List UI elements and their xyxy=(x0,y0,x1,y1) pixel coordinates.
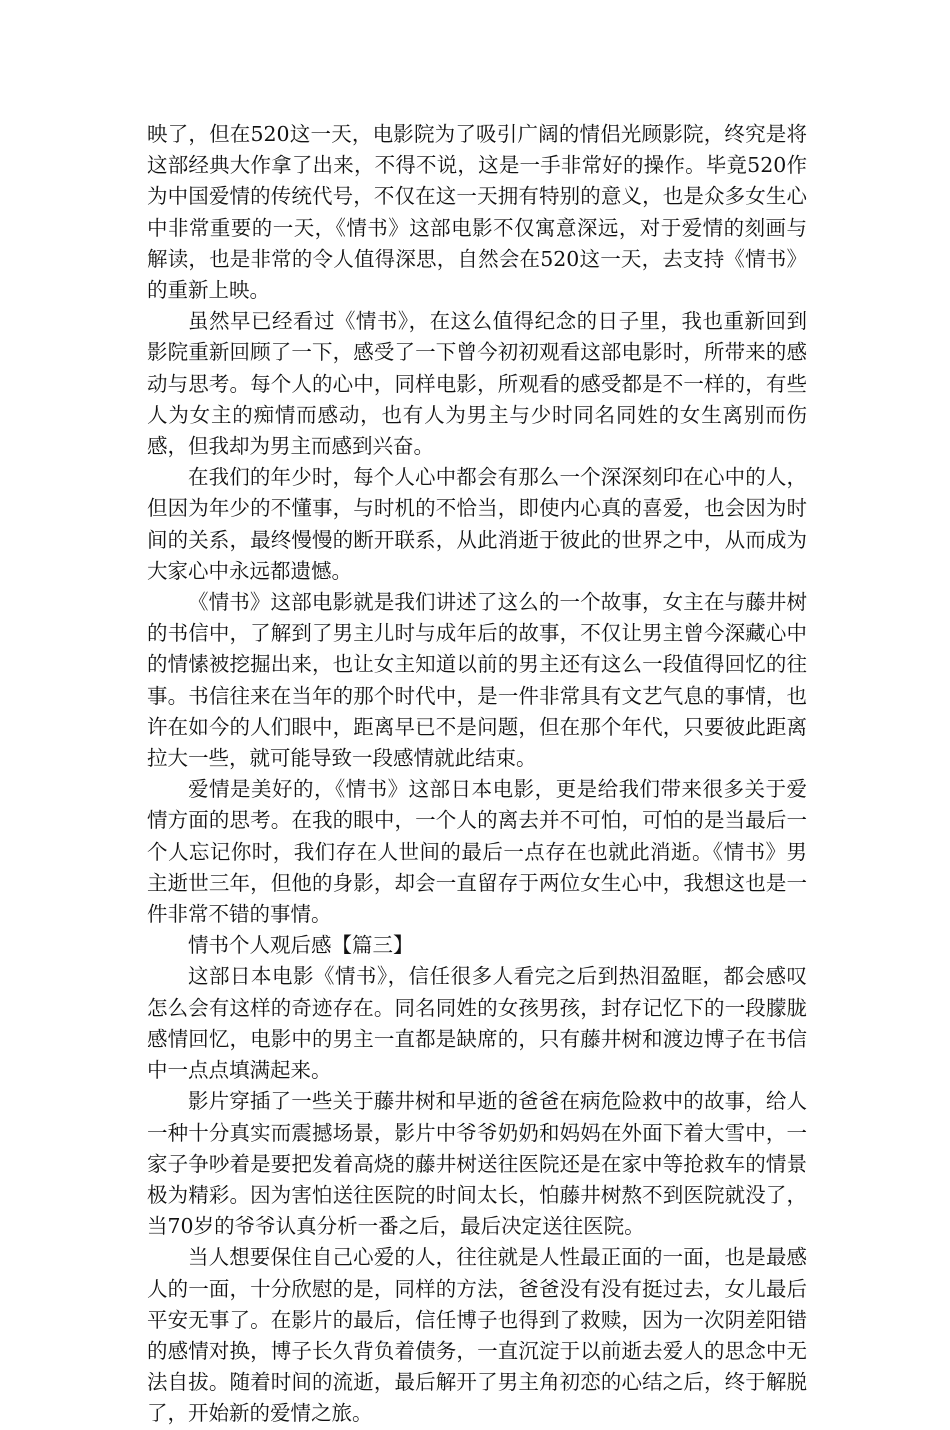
paragraph: 当人想要保住自己心爱的人，往往就是人性最正面的一面，也是最感人的一面，十分欣慰的是，同样的方法，爸爸没有没有挺过去，女儿最后平安无事了。在影片的最后，信任博子也得到了救赎，因为一次阴差阳错的感情对换，博子长久背负着债务，一直沉淀于以前逝去爱人的思念中无法自拔。随着时间的流逝，最后解开了男主角初恋的心结之后，终于解脱了，开始新的爱情之旅。 xyxy=(147,1245,807,1426)
section-heading: 情书个人观后感【篇三】 xyxy=(188,933,414,958)
paragraph: 这部日本电影《情书》，信任很多人看完之后到热泪盈眶，都会感叹怎么会有这样的奇迹存在。同名同姓的女孩男孩，封存记忆下的一段朦胧感情回忆，电影中的男主一直都是缺席的，只有藤井树和渡边博子在书信中一点点填满起来。 xyxy=(147,964,807,1083)
paragraph: 影片穿插了一些关于藤井树和早逝的爸爸在病危险救中的故事，给人一种十分真实而震撼场景，影片中爷爷奶奶和妈妈在外面下着大雪中，一家子争吵着是要把发着高烧的藤井树送往医院还是在家中等抢救车的情景极为精彩。因为害怕送往医院的时间太长，怕藤井树熬不到医院就没了，当70岁的爷爷认真分析一番之后，最后决定送往医院。 xyxy=(147,1089,807,1239)
paragraph-continuation: 映了，但在520这一天，电影院为了吸引广阔的情侣光顾影院，终究是将这部经典大作拿了出来，不得不说，这是一手非常好的操作。毕竟520作为中国爱情的传统代号，不仅在这一天拥有特别的意义，也是众多女生心中非常重要的一天，《情书》这部电影不仅寓意深远，对于爱情的刻画与解读，也是非常的令人值得深思，自然会在520这一天，去支持《情书》的重新上映。 xyxy=(147,122,807,303)
paragraph: 爱情是美好的，《情书》这部日本电影，更是给我们带来很多关于爱情方面的思考。在我的眼中，一个人的离去并不可怕，可怕的是当最后一个人忘记你时，我们存在人世间的最后一点存在也就此消逝。《情书》男主逝世三年，但他的身影，却会一直留存于两位女生心中，我想这也是一件非常不错的事情。 xyxy=(147,777,807,927)
paragraph: 《情书》这部电影就是我们讲述了这么的一个故事，女主在与藤井树的书信中，了解到了男主儿时与成年后的故事，不仅让男主曾今深藏心中的情愫被挖掘出来，也让女主知道以前的男主还有这么一段值得回忆的往事。书信往来在当年的那个时代中，是一件非常具有文艺气息的事情，也许在如今的人们眼中，距离早已不是问题，但在那个年代，只要彼此距离拉大一些，就可能导致一段感情就此结束。 xyxy=(147,590,807,771)
document-body xyxy=(147,119,807,1430)
paragraph: 在我们的年少时，每个人心中都会有那么一个深深刻印在心中的人，但因为年少的不懂事，与时机的不恰当，即使内心真的喜爱，也会因为时间的关系，最终慢慢的断开联系，从此消逝于彼此的世界之中，从而成为大家心中永远都遗憾。 xyxy=(147,465,807,583)
paragraph: 虽然早已经看过《情书》，在这么值得纪念的日子里，我也重新回到影院重新回顾了一下，感受了一下曾今初初观看这部电影时，所带来的感动与思考。每个人的心中，同样电影，所观看的感受都是不一样的，有些人为女主的痴情而感动，也有人为男主与少时同名同姓的女生离别而伤感，但我却为男主而感到兴奋。 xyxy=(147,309,807,459)
